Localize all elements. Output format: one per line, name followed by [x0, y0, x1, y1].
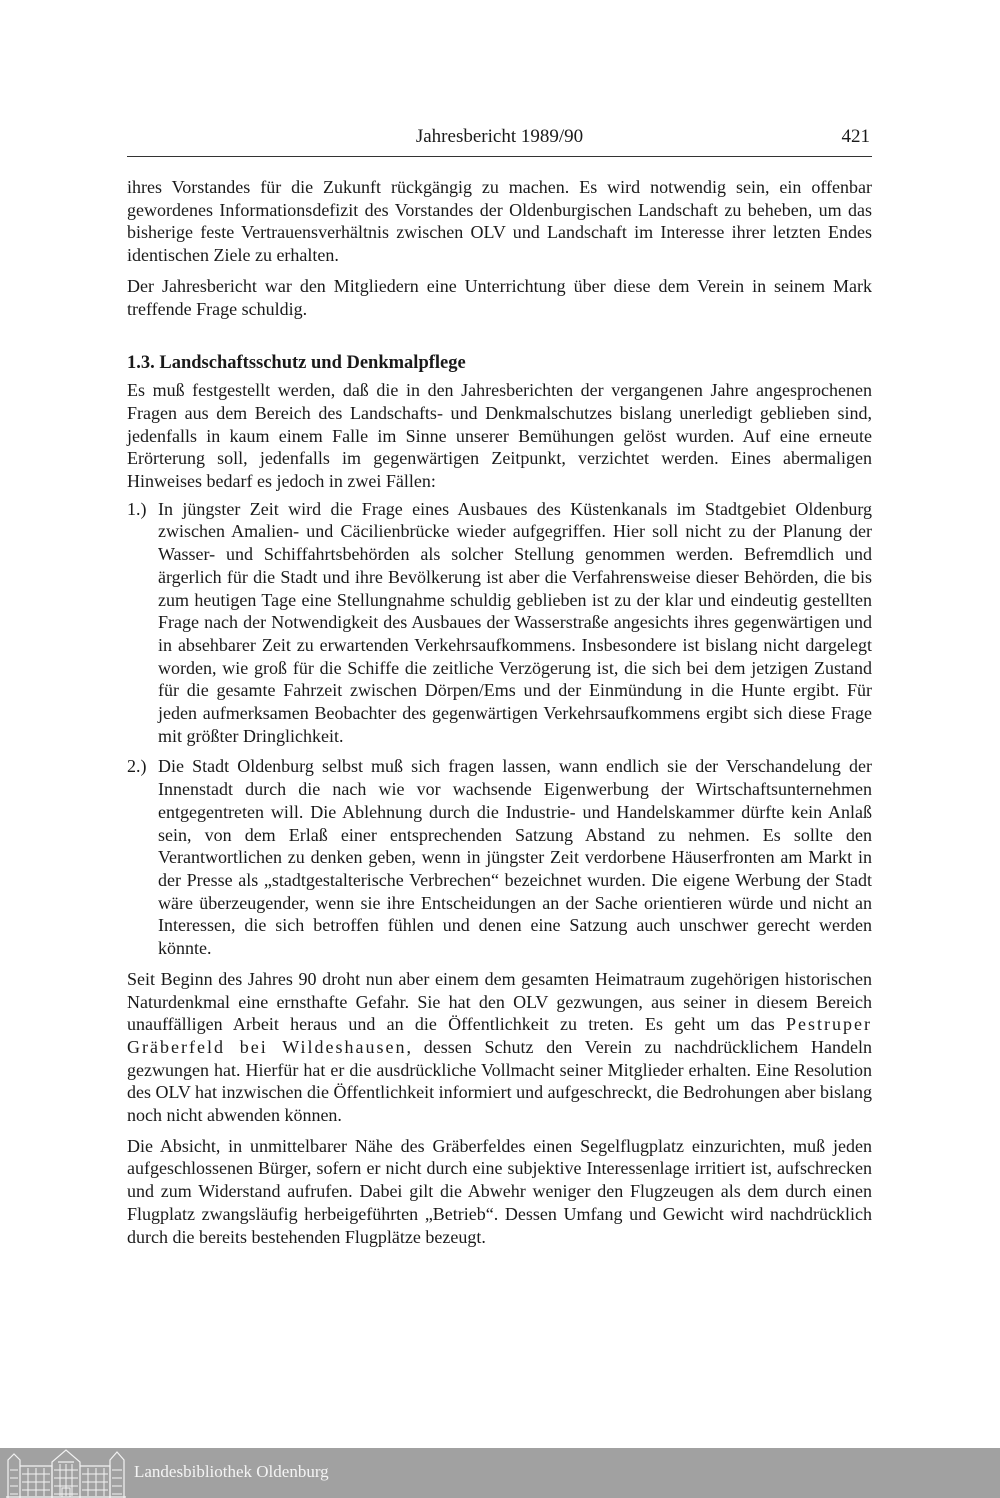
list-item [127, 755, 872, 959]
list-item-number: 2.) [127, 756, 147, 777]
paragraph-1: ihres Vorstandes für die Zukunft rückgängig zu machen. Es wird notwendig sein, ein offenbar gewordenes Informationsdefizit des Vorstandes der Oldenburgischen Landschaft zu beheben, um das bisherige feste Vertrauensverhältnis zwischen OLV und Landschaft im Interesse ihrer letzten Endes identischen Ziele zu erhalten. [127, 177, 872, 266]
page-number: 421 [841, 126, 870, 147]
library-footer-bar [0, 1448, 1000, 1498]
list-item-text: Die Stadt Oldenburg selbst muß sich fragen lassen, wann endlich sie der Verschandelung der Innenstadt durch die nach wie vor wachsende Eigenwerbung der Wirtschaftsunternehmen entgegentreten will. Die Ablehnung durch die Industrie- und Handelskammer dürfte kein Anlaß sein, von dem Erlaß einer entsprechenden Satzung Abstand zu nehmen. Es sollte den Verantwortlichen zu denken geben, wenn in jüngster Zeit verdorbene Häuserfronten am Markt in der Presse als „stadtgestalterische Verbrechen“ bezeichnet wurden. Die eigene Werbung der Stadt wäre überzeugender, wenn sie ihre Entscheidungen an der Sache orientieren würde und nicht an Interessen, die sich betroffen fühlen und denen eine Satzung auch unschwer gerecht werden könnte. [158, 756, 872, 959]
running-head [127, 124, 872, 150]
library-building-icon [6, 1448, 126, 1498]
paragraph-4-part-1: Seit Beginn des Jahres 90 droht nun aber einem dem gesamten Heimatraum zugehörigen historischen Naturdenkmal eine ernsthafte Gefahr. Sie hat den OLV gezwungen, aus seiner in diesem Bereich unauffälligen Arbeit heraus und an die Öffentlichkeit zu treten. Es geht um das [127, 968, 872, 1035]
document-body [127, 176, 872, 1248]
header-rule [127, 156, 872, 157]
emphasized-place-name: Pestruper Gräberfeld bei Wildeshausen [127, 1014, 872, 1057]
footer-label: Landesbibliothek Oldenburg [134, 1462, 329, 1481]
paragraph-4-part-2: , dessen Schutz den Verein zu nachdrücklichem Handeln gezwungen hat. Hierfür hat er die ausdrückliche Vollmacht seiner Mitglieder erhalten. Eine Resolution des OLV hat inzwischen die Öffentlichkeit informiert und aufgeschreckt, die Bedrohungen aber bislang noch nicht abwenden können. [127, 1036, 873, 1126]
paragraph-2: Der Jahresbericht war den Mitgliedern eine Unterrichtung über diese dem Verein in seinem Mark treffende Frage schuldig. [127, 275, 872, 319]
paragraph-3: Es muß festgestellt werden, daß die in den Jahresberichten der vergangenen Jahre angesprochenen Fragen aus dem Bereich des Landschafts- und Denkmalschutzes bislang unerledigt geblieben sind, jedenfalls in kaum einem Falle im Sinne unserer Bemühungen gelöst wurden. Auf eine erneute Erörterung soll, jedenfalls im gegenwärtigen Zeitpunkt, verzichtet werden. Eines abermaligen Hinweises bedarf es jedoch in zwei Fällen: [127, 380, 872, 492]
paragraph-4 [127, 968, 872, 1127]
running-title: Jahresbericht 1989/90 [415, 126, 584, 147]
list-item-text: In jüngster Zeit wird die Frage eines Ausbaues des Küstenkanals im Stadtgebiet Oldenburg zwischen Amalien- und Cäcilienbrücke wieder aufgegriffen. Hier soll nicht zu der Planung der Wasser- und Schiffahrtsbehörden als solcher Stellung genommen werden. Befremdlich und ärgerlich für die Stadt und ihre Bevölkerung ist aber die Verfahrensweise dieser Behörden, die bis zum heutigen Tage eine Stellungnahme schuldig geblieben ist zu der klar und eindeutig gestellten Frage nach der Notwendigkeit des Ausbaues der Wasserstraße angesichts ihres gegenwärtigen und in absehbarer Zeit zu erwartenden Verkehrsaufkommens. Insbesondere ist bislang nicht dargelegt worden, wie groß für die Schiffe die zeitliche Verzögerung ist, die sich bei dem jetzigen Zustand für die gesamte Fahrzeit zwischen Dörpen/Ems und der Einmündung in die Hunte ergibt. Für jeden aufmerksamen Beobachter des gegenwärtigen Verkehrsaufkommens ergibt sich diese Frage mit größter Dringlichkeit. [158, 498, 872, 746]
paragraph-5: Die Absicht, in unmittelbarer Nähe des Gräberfeldes einen Segelflugplatz einzurichten, muß jeden aufgeschlossenen Bürger, sofern er nicht durch eine subjektive Interessenlage irritiert ist, aufschrecken und zum Widerstand aufrufen. Dabei gilt die Abwehr weniger den Flugzeugen als dem durch einen Flugplatz zwangsläufig herbeigeführten „Betrieb“. Dessen Umfang und Gewicht wird nachdrücklich durch die bereits bestehenden Flugplätze bezeugt. [127, 1135, 872, 1247]
list-item-number: 1.) [127, 498, 147, 519]
list-item [127, 498, 872, 748]
section-heading: 1.3. Landschaftsschutz und Denkmalpflege [127, 353, 466, 374]
